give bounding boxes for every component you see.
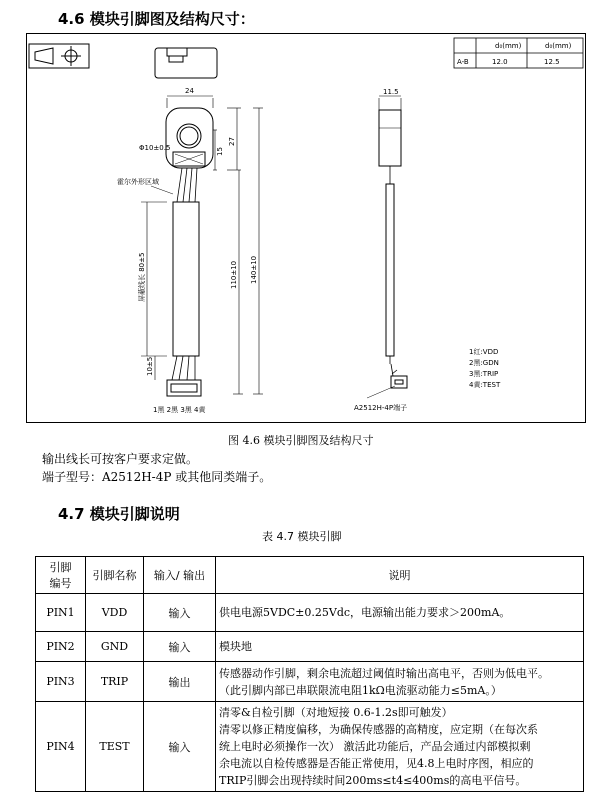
pin-io: 输入 <box>144 594 216 632</box>
spec-col1: d₀(mm) <box>495 42 522 50</box>
note-line-2: 端子型号：A2512H-4P 或其他同类端子。 <box>42 470 272 484</box>
spec-col2: d₀(mm) <box>545 42 572 50</box>
table-caption: 表 4.7 模块引脚 <box>262 530 342 543</box>
pin-desc: 模块地 <box>216 632 584 662</box>
pin-num: PIN2 <box>36 632 86 662</box>
pin-desc: 清零&自检引脚（对地短接 0.6-1.2s即可触发） 清零以修正精度偏移，为确保传感器的高精度，应定期（在每次系 统上电时必须操作一次） 激活此功能后，产品会通过内部模拟剩 余电流以自检传感器是否能正常使用，见4.8上电时序图，相应的 TRIP引脚会出现持续时间200ms≤t4≤400ms的高电平信号。 <box>216 702 584 792</box>
dim-side-width: 11.5 <box>383 88 399 96</box>
spec-row-label: A-B <box>457 58 469 66</box>
pin-num: PIN4 <box>36 702 86 792</box>
dim-left-len: 屏蔽线长 80±5 <box>138 252 146 302</box>
legend-2: 2黑:GDN <box>469 359 499 367</box>
pin-io: 输入 <box>144 702 216 792</box>
pin-name: TEST <box>86 702 144 792</box>
table-row <box>36 594 584 632</box>
table-row <box>36 662 584 702</box>
pin-structure-drawing <box>26 33 586 423</box>
pin-io: 输出 <box>144 662 216 702</box>
pin-num: PIN1 <box>36 594 86 632</box>
projection-symbol-icon <box>29 44 89 68</box>
pin-name: TRIP <box>86 662 144 702</box>
pin-name: VDD <box>86 594 144 632</box>
section-4-6-title: 4.6 模块引脚图及结构尺寸： <box>58 10 255 28</box>
connector-top-view <box>155 48 217 78</box>
spec-row-v1: 12.0 <box>492 58 508 66</box>
pin-table <box>35 556 584 792</box>
table-row <box>36 702 584 792</box>
pin-name: GND <box>86 632 144 662</box>
dim-h15: 15 <box>216 147 224 156</box>
legend-1: 1红:VDD <box>469 348 499 356</box>
connector-label: A2512H-4P端子 <box>354 404 408 412</box>
header-desc: 说明 <box>216 557 584 594</box>
dim-top-width: 24 <box>185 87 194 95</box>
figure-caption: 图 4.6 模块引脚图及结构尺寸 <box>228 434 374 447</box>
header-pin-num: 引脚 编号 <box>36 557 86 594</box>
header-io: 输入/ 输出 <box>144 557 216 594</box>
dim-h27: 27 <box>228 137 236 146</box>
note-line-1: 输出线长可按客户要求定做。 <box>42 452 199 466</box>
table-row <box>36 632 584 662</box>
dim-hole: Φ10±0.5 <box>139 144 171 152</box>
legend-4: 4黄:TEST <box>469 381 501 389</box>
pin-desc: 传感器动作引脚，剩余电流超过阈值时输出高电平，否则为低电平。 （此引脚内部已串联限流电阻1kΩ电流驱动能力≤5mA。） <box>216 662 584 702</box>
sensor-side-view <box>379 96 407 388</box>
section-4-7-title: 4.7 模块引脚说明 <box>58 505 180 523</box>
dim-len-outer: 140±10 <box>250 255 258 284</box>
dim-len-inner: 110±10 <box>230 260 238 289</box>
sensor-front-view <box>166 87 213 396</box>
legend-3: 3黑:TRIP <box>469 370 499 378</box>
pin-io: 输入 <box>144 632 216 662</box>
note-label: 霍尔外形区域 <box>117 178 159 186</box>
header-pin-name: 引脚名称 <box>86 557 144 594</box>
pins-small: 1黑 2黑 3黑 4黄 <box>153 406 206 414</box>
spec-row-v2: 12.5 <box>544 58 560 66</box>
pin-desc: 供电电源5VDC±0.25Vdc，电源输出能力要求＞200mA。 <box>216 594 584 632</box>
dim-small-len: 10±5 <box>146 356 154 376</box>
pin-num: PIN3 <box>36 662 86 702</box>
